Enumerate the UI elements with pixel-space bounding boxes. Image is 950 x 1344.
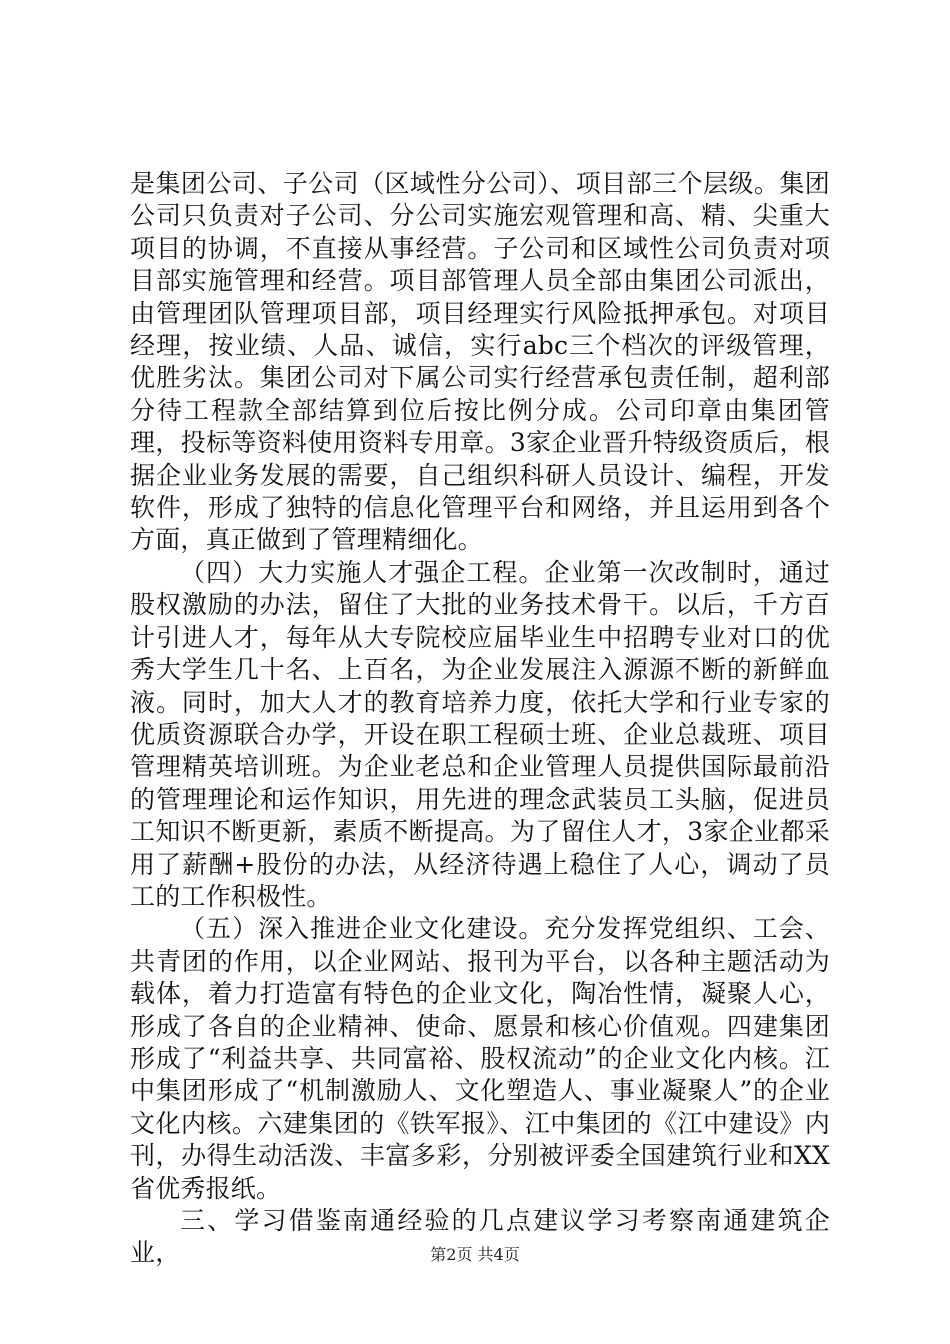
- body-text: [130, 168, 830, 1270]
- paragraph-suggestions-heading: 三、学习借鉴南通经验的几点建议学习考察南通建筑企业，: [130, 1206, 830, 1268]
- page-footer: 第2页 共4页: [430, 1245, 520, 1264]
- paragraph-talent-strategy: （四）大力实施人才强企工程。企业第一次改制时，通过股权激励的办法，留住了大批的业务技术骨干。以后，千方百计引进人才，每年从大专院校应届毕业生中招聘专业对口的优秀大学生几十名、上百名，为企业发展注入源源不断的新鲜血液。同时，加大人才的教育培养力度，依托大学和行业专家的优质资源联合办学，开设在职工程硕士班、企业总裁班、项目管理精英培训班。为企业老总和企业管理人员提供国际最前沿的管理理论和运作知识，用先进的理念武装员工头脑，促进员工知识不断更新，素质不断提高。为了留住人才，3家企业都采用了薪酬+股份的办法，从经济待遇上稳住了人心，调动了员工的工作积极性。: [130, 557, 830, 911]
- paragraph-corporate-culture: （五）深入推进企业文化建设。充分发挥党组织、工会、共青团的作用，以企业网站、报刊为平台，以各种主题活动为载体，着力打造富有特色的企业文化，陶冶性情，凝聚人心，形成了各自的企业精神、使命、愿景和核心价值观。四建集团形成了“利益共享、共同富裕、股权流动”的企业文化内核。江中集团形成了“机制激励人、文化塑造人、事业凝聚人”的企业文化内核。六建集团的《铁军报》、江中集团的《江中建设》内刊，办得生动活泼、丰富多彩，分别被评委全国建筑行业和XX省优秀报纸。: [130, 914, 830, 1203]
- paragraph-management-levels: 是集团公司、子公司（区域性分公司）、项目部三个层级。集团公司只负责对子公司、分公司实施宏观管理和高、精、尖重大项目的协调，不直接从事经营。子公司和区域性公司负责对项目部实施管理和经营。项目部管理人员全部由集团公司派出，由管理团队管理项目部，项目经理实行风险抵押承包。对项目经理，按业绩、人品、诚信，实行abc三个档次的评级管理，优胜劣汰。集团公司对下属公司实行经营承包责任制，超利部分待工程款全部结算到位后按比例分成。公司印章由集团管理，投标等资料使用资料专用章。3家企业晋升特级资质后，根据企业业务发展的需要，自己组织科研人员设计、编程，开发软件，形成了独特的信息化管理平台和网络，并且运用到各个方面，真正做到了管理精细化。: [130, 169, 830, 555]
